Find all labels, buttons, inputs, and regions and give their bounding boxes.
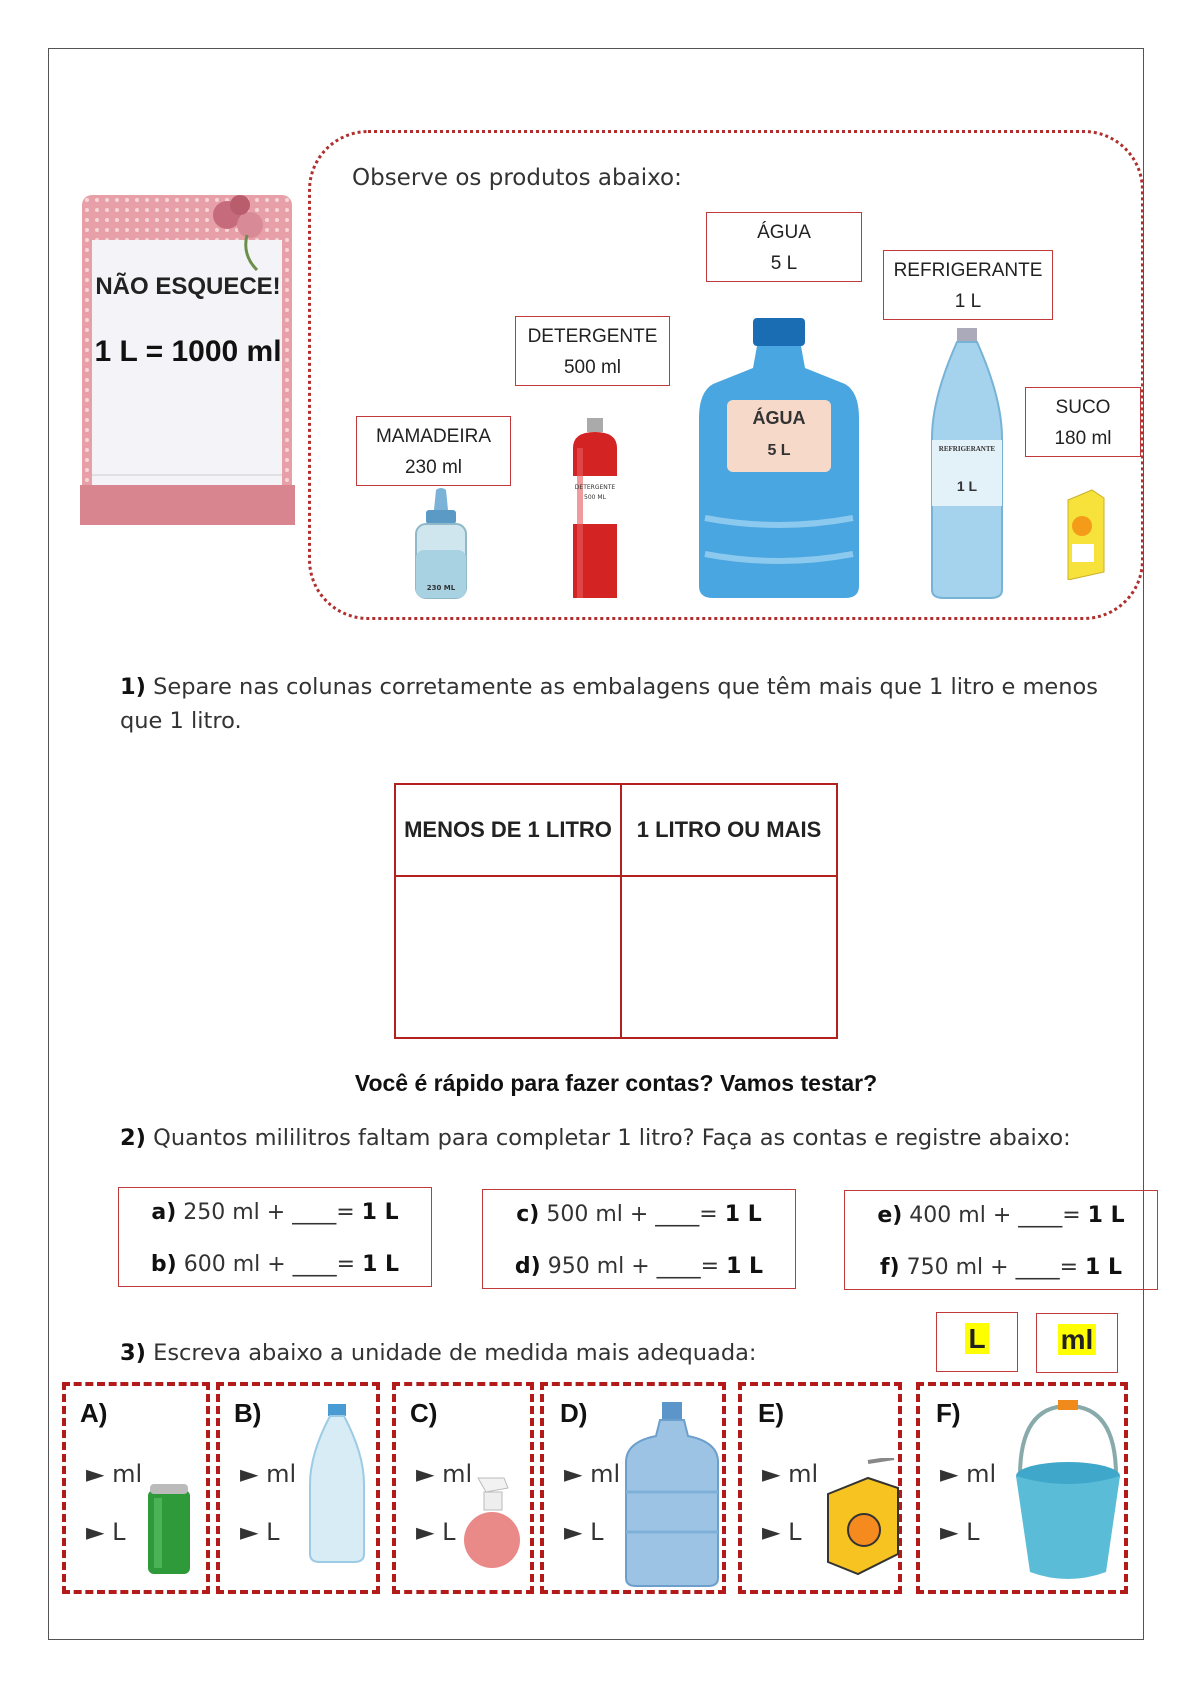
option-label: L — [266, 1518, 280, 1546]
option-label: L — [590, 1518, 604, 1546]
option-label: ml — [788, 1460, 819, 1488]
question-3-number: 3) — [120, 1340, 146, 1366]
column-header-less: MENOS DE 1 LITRO — [395, 784, 621, 876]
calc-letter: c) — [516, 1202, 540, 1227]
water-jug-text-2: 5 L — [767, 442, 791, 459]
option-label: ml — [112, 1460, 143, 1488]
calc-letter: e) — [877, 1203, 903, 1228]
bullet-icon: ► — [762, 1460, 781, 1488]
calc-letter: a) — [151, 1200, 177, 1225]
column-header-more: 1 LITRO OU MAIS — [621, 784, 837, 876]
question-2-number: 2) — [120, 1125, 146, 1151]
question-1 — [120, 670, 1120, 738]
label-detergente — [515, 316, 670, 386]
calc-f — [845, 1255, 1157, 1280]
answer-cell-more[interactable] — [621, 876, 837, 1038]
bullet-icon: ► — [240, 1518, 259, 1546]
question-1-number: 1) — [120, 674, 146, 700]
calc-result: 1 L — [361, 1200, 399, 1225]
item-letter: D) — [560, 1398, 588, 1428]
option-label: L — [966, 1518, 980, 1546]
calc-c — [483, 1202, 795, 1227]
baby-bottle-image — [408, 488, 473, 600]
bullet-icon: ► — [86, 1518, 105, 1546]
soda-text-1: REFRIGERANTE — [938, 445, 996, 453]
calc-box-ab — [118, 1187, 432, 1287]
question-2 — [120, 1121, 1130, 1155]
calc-e — [845, 1203, 1157, 1228]
option-label: L — [442, 1518, 456, 1546]
label-volume: 500 ml — [563, 357, 622, 378]
water-gallon-image — [624, 1402, 720, 1588]
question-1-text: Separe nas colunas corretamente as embalagens que têm mais que 1 litro e menos que 1 litro. — [120, 674, 1098, 734]
calc-box-ef — [844, 1190, 1158, 1290]
label-mamadeira — [356, 416, 511, 486]
bucket-image — [1012, 1396, 1124, 1586]
item-letter: C) — [410, 1398, 438, 1428]
label-name: MAMADEIRA — [375, 426, 492, 447]
label-name: DETERGENTE — [527, 326, 658, 347]
sort-table — [394, 783, 838, 1039]
label-suco — [1025, 387, 1141, 457]
calc-result: 1 L — [726, 1254, 764, 1279]
answer-cell-less[interactable] — [395, 876, 621, 1038]
option-l[interactable] — [86, 1518, 125, 1546]
calc-expr[interactable]: 750 ml + ____= — [906, 1255, 1085, 1280]
question-2-text: Quantos mililitros faltam para completar 1 litro? Faça as contas e registre abaixo: — [153, 1125, 1071, 1151]
bullet-icon: ► — [564, 1460, 583, 1488]
soda-bottle-image — [924, 328, 1010, 600]
calc-expr[interactable]: 500 ml + ____= — [546, 1202, 725, 1227]
item-letter: B) — [234, 1398, 262, 1428]
calc-result: 1 L — [1085, 1255, 1122, 1280]
products-intro: Observe os produtos abaixo: — [352, 165, 682, 191]
option-ml[interactable] — [240, 1460, 296, 1488]
calc-b — [119, 1252, 431, 1277]
reminder-title: NÃO ESQUECE! — [95, 273, 281, 300]
option-ml[interactable] — [762, 1460, 818, 1488]
item-box-c — [392, 1382, 534, 1594]
water-jug-image — [695, 318, 863, 600]
question-3 — [120, 1336, 880, 1370]
calc-result: 1 L — [362, 1252, 400, 1277]
spray-bottle-image — [458, 1474, 522, 1570]
option-l[interactable] — [564, 1518, 603, 1546]
option-label: L — [788, 1518, 802, 1546]
unit-ml: ml — [1058, 1324, 1097, 1355]
calc-expr[interactable]: 250 ml + ____= — [183, 1200, 362, 1225]
item-box-f — [916, 1382, 1128, 1594]
calc-result: 1 L — [724, 1202, 762, 1227]
unit-box-liter — [936, 1312, 1018, 1372]
challenge-heading: Você é rápido para fazer contas? Vamos testar? — [354, 1070, 878, 1096]
calc-letter: f) — [879, 1255, 900, 1280]
unit-box-ml — [1036, 1313, 1118, 1373]
option-l[interactable] — [240, 1518, 279, 1546]
option-label: L — [112, 1518, 126, 1546]
item-box-b — [216, 1382, 380, 1594]
option-label: ml — [966, 1460, 997, 1488]
juice-carton-image — [824, 1458, 902, 1578]
reminder-equation: 1 L = 1000 ml — [94, 335, 282, 368]
bullet-icon: ► — [940, 1460, 959, 1488]
detergent-text-2: 500 ML — [584, 494, 606, 501]
calc-letter: d) — [514, 1254, 541, 1279]
option-label: ml — [590, 1460, 621, 1488]
label-refrigerante — [883, 250, 1053, 320]
calc-a — [119, 1200, 431, 1225]
option-ml[interactable] — [86, 1460, 142, 1488]
calc-expr[interactable]: 600 ml + ____= — [183, 1252, 363, 1277]
unit-liter: L — [965, 1323, 988, 1354]
question-3-text: Escreva abaixo a unidade de medida mais adequada: — [153, 1340, 757, 1366]
calc-d — [483, 1254, 795, 1279]
calc-result: 1 L — [1087, 1203, 1125, 1228]
item-box-e — [738, 1382, 902, 1594]
option-label: ml — [442, 1460, 473, 1488]
item-letter: E) — [758, 1398, 784, 1428]
option-l[interactable] — [416, 1518, 455, 1546]
label-name: ÁGUA — [757, 222, 811, 243]
item-box-d — [540, 1382, 726, 1594]
label-name: REFRIGERANTE — [893, 260, 1043, 281]
option-ml[interactable] — [564, 1460, 620, 1488]
item-letter: A) — [80, 1398, 108, 1428]
option-l[interactable] — [762, 1518, 801, 1546]
water-jug-text-1: ÁGUA — [752, 408, 806, 428]
label-volume: 5 L — [770, 253, 798, 274]
bullet-icon: ► — [86, 1460, 105, 1488]
calc-expr[interactable]: 950 ml + ____= — [547, 1254, 727, 1279]
label-agua — [706, 212, 862, 282]
reminder-notepad — [72, 185, 304, 540]
calc-letter: b) — [150, 1252, 177, 1277]
item-letter: F) — [936, 1398, 961, 1428]
label-volume: 180 ml — [1054, 428, 1112, 449]
calc-expr[interactable]: 400 ml + ____= — [909, 1203, 1088, 1228]
bullet-icon: ► — [416, 1460, 435, 1488]
juice-box-image — [1064, 488, 1108, 580]
soda-can-image — [146, 1484, 192, 1576]
bullet-icon: ► — [940, 1518, 959, 1546]
label-name: SUCO — [1055, 397, 1111, 418]
bullet-icon: ► — [240, 1460, 259, 1488]
item-box-a — [62, 1382, 210, 1594]
option-label: ml — [266, 1460, 297, 1488]
detergent-bottle-image — [567, 418, 623, 600]
calc-box-cd — [482, 1189, 796, 1289]
bullet-icon: ► — [564, 1518, 583, 1546]
option-ml[interactable] — [940, 1460, 996, 1488]
soda-text-2: 1 L — [956, 478, 978, 494]
bullet-icon: ► — [762, 1518, 781, 1546]
label-volume: 230 ml — [404, 457, 463, 478]
bullet-icon: ► — [416, 1518, 435, 1546]
plastic-bottle-image — [306, 1404, 368, 1564]
option-l[interactable] — [940, 1518, 979, 1546]
baby-bottle-text: 230 ML — [426, 584, 456, 592]
label-volume: 1 L — [954, 291, 982, 312]
detergent-text-1: DETERGENTE — [574, 484, 616, 491]
